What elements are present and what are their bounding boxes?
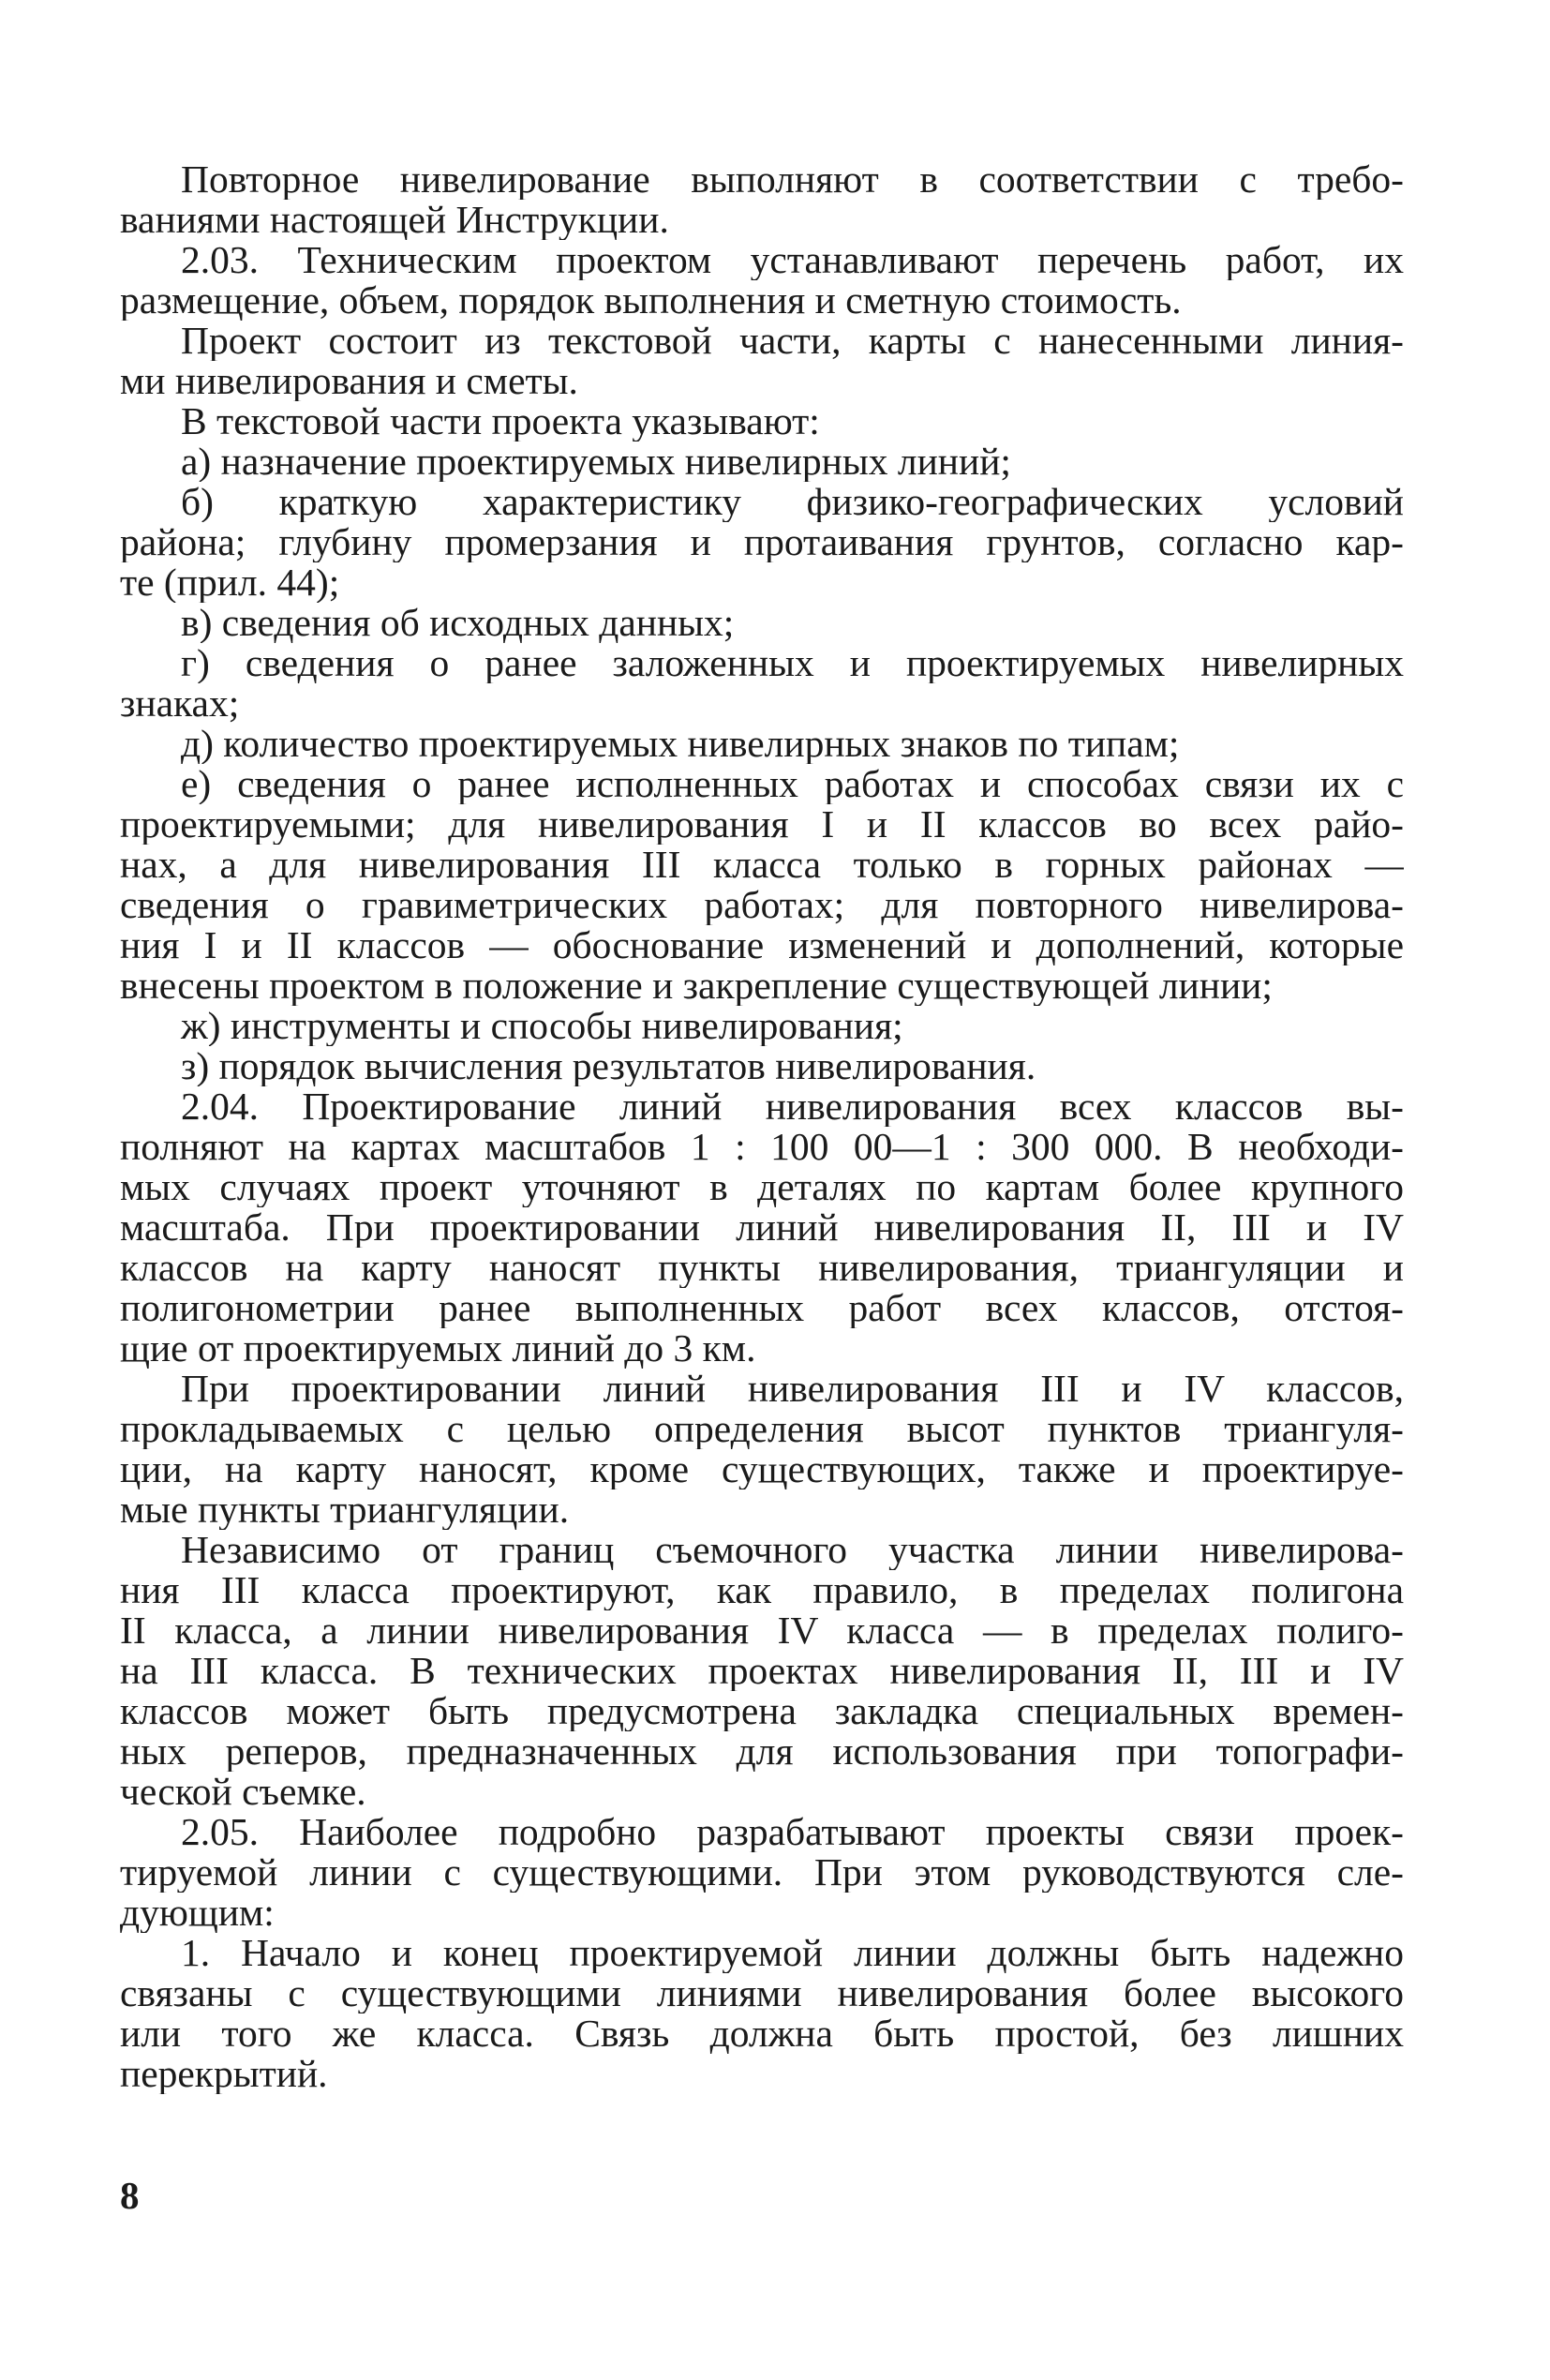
text-line: 2.05. Наиболее подробно разрабатывают проекты связи проек- xyxy=(181,1812,1404,1852)
text-line: дующим: xyxy=(120,1893,275,1933)
text-line: ваниями настоящей Инструкции. xyxy=(120,200,669,240)
page-number: 8 xyxy=(120,2174,140,2217)
text-line: масштаба. При проектировании линий нивелирования II, III и IV xyxy=(120,1207,1404,1248)
text-line: на III класса. В технических проектах нивелирования II, III и IV xyxy=(120,1651,1404,1691)
text-line: г) сведения о ранее заложенных и проектируемых нивелирных xyxy=(181,643,1404,683)
text-line: тируемой линии с существующими. При этом руководствуются сле- xyxy=(120,1852,1404,1893)
paragraph xyxy=(120,482,1404,603)
text-line: размещение, объем, порядок выполнения и сметную стоимость. xyxy=(120,280,1182,321)
text-line: е) сведения о ранее исполненных работах и способах связи их с xyxy=(181,764,1404,804)
paragraph xyxy=(120,321,1404,401)
paragraph xyxy=(120,764,1404,1006)
paragraph xyxy=(120,1006,1404,1046)
text-line: ж) инструменты и способы нивелирования; xyxy=(181,1006,903,1046)
text-line: района; глубину промерзания и протаивания грунтов, согласно кар- xyxy=(120,522,1404,562)
paragraph xyxy=(120,1046,1404,1086)
text-line: Независимо от границ съемочного участка линии нивелирова- xyxy=(181,1530,1404,1570)
paragraph xyxy=(120,1530,1404,1812)
text-line: ческой съемке. xyxy=(120,1772,366,1812)
text-line: знаках; xyxy=(120,683,240,724)
text-line: мых случаях проект уточняют в деталях по картам более крупного xyxy=(120,1167,1404,1207)
text-line: прокладываемых с целью определения высот пунктов триангуля- xyxy=(120,1409,1404,1449)
text-line: внесены проектом в положение и закрепление существующей линии; xyxy=(120,965,1273,1006)
text-line: ния I и II классов — обоснование изменений и дополнений, которые xyxy=(120,925,1404,965)
paragraph xyxy=(120,724,1404,764)
paragraph xyxy=(120,240,1404,321)
text-line: классов на карту наносят пункты нивелирования, триангуляции и xyxy=(120,1248,1404,1288)
text-line: нах, а для нивелирования III класса только в горных районах — xyxy=(120,845,1404,885)
text-line: 2.03. Техническим проектом устанавливают перечень работ, их xyxy=(181,240,1404,280)
text-line: В текстовой части проекта указывают: xyxy=(181,401,820,442)
text-line: При проектировании линий нивелирования III и IV классов, xyxy=(181,1369,1404,1409)
paragraph xyxy=(120,603,1404,643)
text-line: в) сведения об исходных данных; xyxy=(181,603,735,643)
paragraph xyxy=(120,159,1404,240)
text-line: ции, на карту наносят, кроме существующих, также и проектируе- xyxy=(120,1449,1404,1489)
paragraph xyxy=(120,1369,1404,1530)
text-line: классов может быть предусмотрена закладка специальных времен- xyxy=(120,1691,1404,1731)
text-line: ных реперов, предназначенных для использования при топографи- xyxy=(120,1731,1404,1772)
text-line: 2.04. Проектирование линий нивелирования всех классов вы- xyxy=(181,1086,1404,1127)
paragraph xyxy=(120,1933,1404,2094)
text-line: полигонометрии ранее выполненных работ всех классов, отстоя- xyxy=(120,1288,1404,1328)
text-line: Повторное нивелирование выполняют в соответствии с требо- xyxy=(181,159,1404,200)
text-line: з) порядок вычисления результатов нивелирования. xyxy=(181,1046,1036,1086)
text-line: полняют на картах масштабов 1 : 100 00—1 : 300 000. В необходи- xyxy=(120,1127,1404,1167)
text-line: проектируемыми; для нивелирования I и II классов во всех райо- xyxy=(120,804,1404,845)
paragraph xyxy=(120,442,1404,482)
text-line: б) краткую характеристику физико-географических условий xyxy=(181,482,1404,522)
text-line: связаны с существующими линиями нивелирования более высокого xyxy=(120,1973,1404,2013)
text-line: Проект состоит из текстовой части, карты с нанесенными линия- xyxy=(181,321,1404,361)
paragraph xyxy=(120,401,1404,442)
text-line: или того же класса. Связь должна быть простой, без лишних xyxy=(120,2013,1404,2054)
page-body xyxy=(120,159,1404,2094)
text-line: те (прил. 44); xyxy=(120,562,340,603)
paragraph xyxy=(120,643,1404,724)
text-line: мые пункты триангуляции. xyxy=(120,1489,570,1530)
paragraph xyxy=(120,1812,1404,1933)
text-line: II класса, а линии нивелирования IV класса — в пределах полиго- xyxy=(120,1610,1404,1651)
text-line: а) назначение проектируемых нивелирных линий; xyxy=(181,442,1011,482)
text-line: 1. Начало и конец проектируемой линии должны быть надежно xyxy=(181,1933,1404,1973)
text-line: ми нивелирования и сметы. xyxy=(120,361,578,401)
text-line: перекрытий. xyxy=(120,2054,328,2094)
paragraph xyxy=(120,1086,1404,1369)
text-line: щие от проектируемых линий до 3 км. xyxy=(120,1328,756,1369)
text-line: сведения о гравиметрических работах; для повторного нивелирова- xyxy=(120,885,1404,925)
text-line: д) количество проектируемых нивелирных знаков по типам; xyxy=(181,724,1180,764)
text-line: ния III класса проектируют, как правило, в пределах полигона xyxy=(120,1570,1404,1610)
